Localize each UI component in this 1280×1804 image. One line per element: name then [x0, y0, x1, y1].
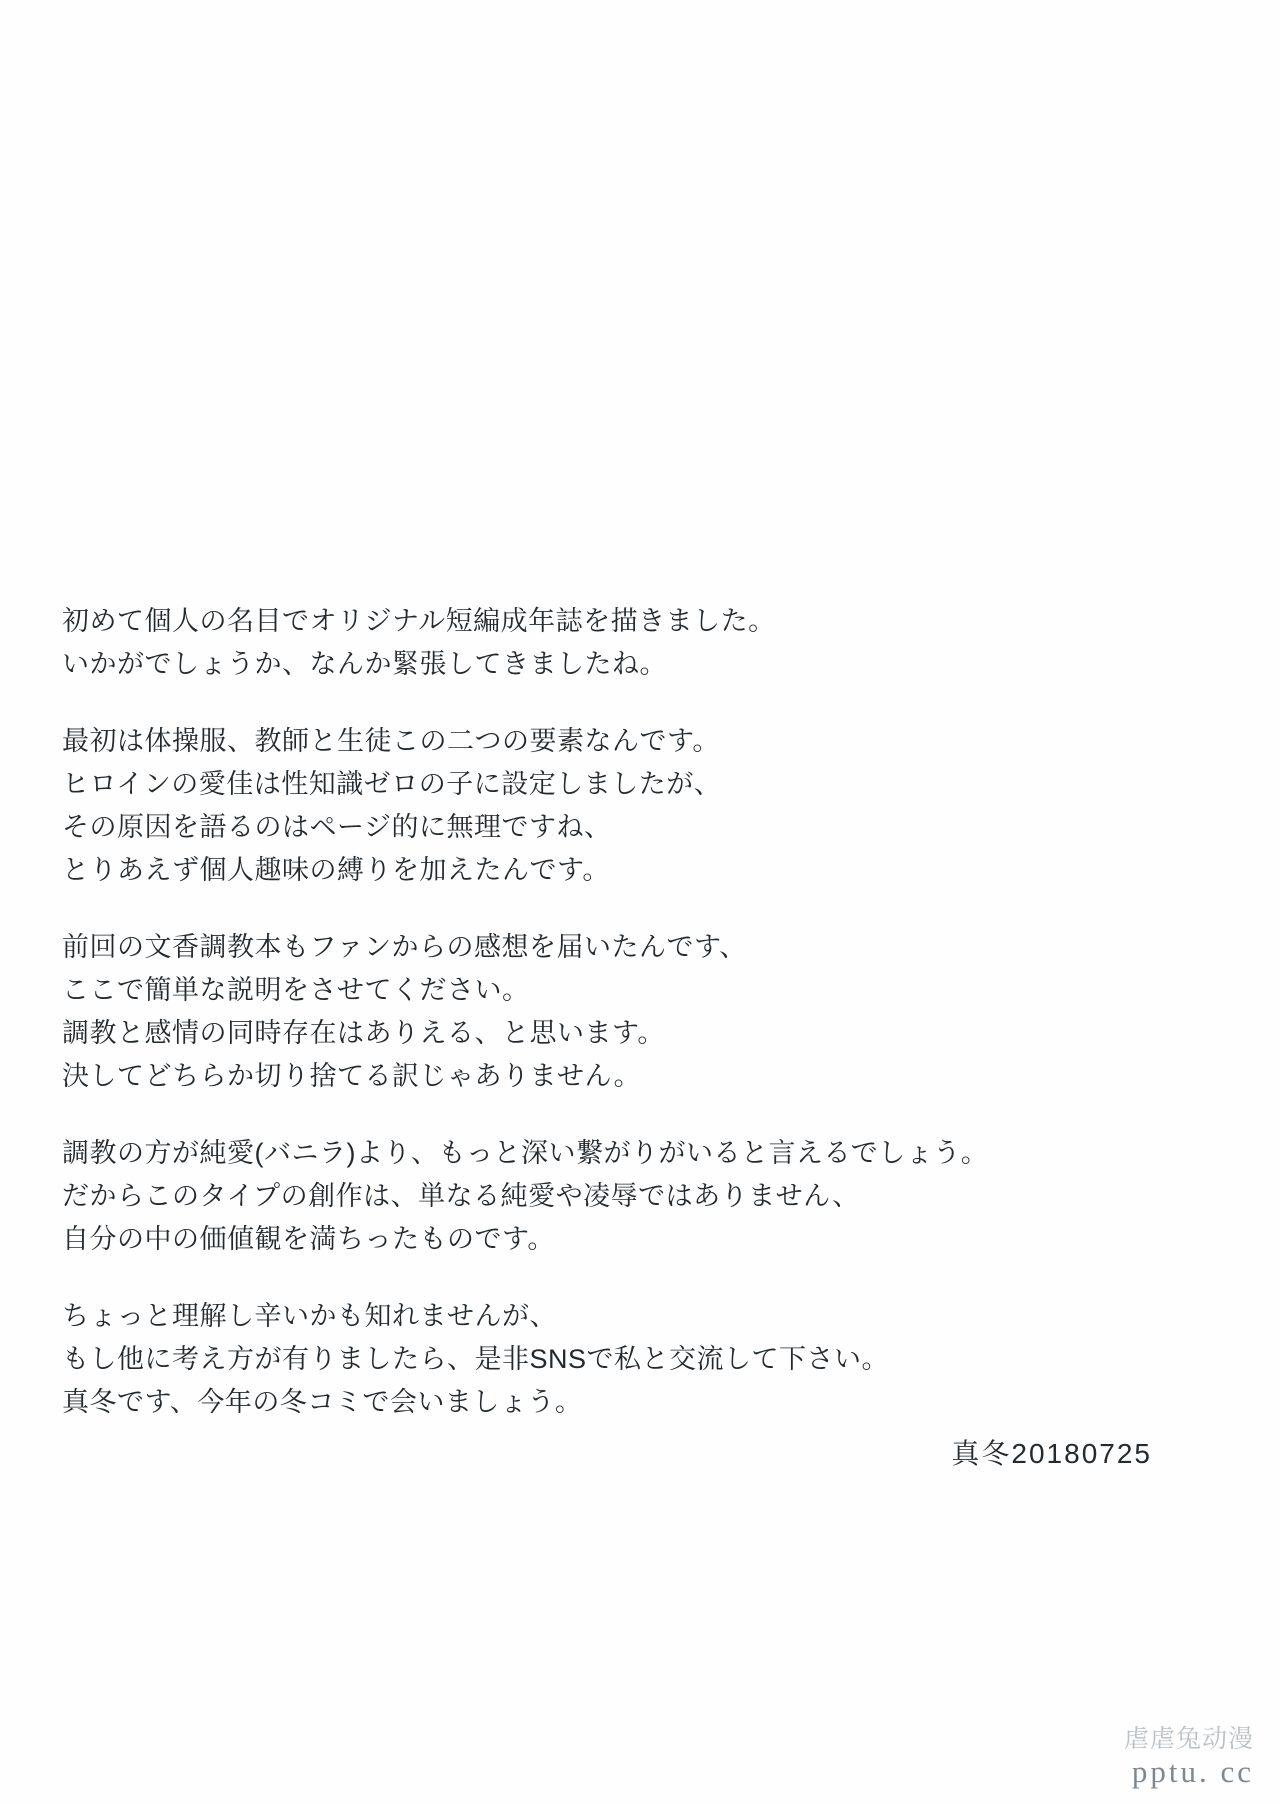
afterword-line: 真冬です、今年の冬コミで会いましょう。: [62, 1387, 583, 1417]
afterword-paragraph: [62, 1295, 1062, 1424]
afterword-line: ヒロインの愛佳は性知識ゼロの子に設定しましたが、: [62, 769, 722, 799]
afterword-line: だからこのタイプの創作は、単なる純愛や凌辱ではありません、: [62, 1181, 860, 1211]
afterword-line: 調教の方が純愛(バニラ)より、もっと深い繋がりがいると言えるでしょう。: [62, 1138, 989, 1168]
watermark: [1124, 1724, 1254, 1790]
afterword-text-block: [62, 600, 1062, 1424]
afterword-line: 初めて個人の名目でオリジナル短編成年誌を描きました。: [62, 606, 776, 636]
author-signature: 真冬20180725: [951, 1438, 1152, 1469]
afterword-paragraph: [62, 926, 1062, 1098]
afterword-line: 決してどちらか切り捨てる訳じゃありません。: [62, 1061, 642, 1091]
afterword-line: 調教と感情の同時存在はありえる、と思います。: [62, 1018, 665, 1048]
afterword-paragraph: [62, 720, 1062, 892]
afterword-line: 最初は体操服、教師と生徒この二つの要素なんです。: [62, 726, 720, 756]
afterword-line: その原因を語るのはページ的に無理ですね、: [62, 812, 612, 842]
afterword-line: とりあえず個人趣味の縛りを加えたんです。: [62, 855, 610, 885]
watermark-site-url: pptu. cc: [1131, 1754, 1254, 1789]
afterword-paragraph: [62, 600, 1062, 686]
afterword-line: もし他に考え方が有りましたら、是非SNSで私と交流して下さい。: [62, 1344, 890, 1374]
afterword-line: ちょっと理解し辛いかも知れませんが、: [62, 1301, 557, 1331]
afterword-paragraph: [62, 1132, 1062, 1261]
afterword-line: ここで簡単な説明をさせてください。: [62, 975, 530, 1005]
afterword-line: 前回の文香調教本もファンからの感想を届いたんです、: [62, 932, 747, 962]
watermark-site-name: 虐虐兔动漫: [1123, 1724, 1254, 1753]
afterword-line: 自分の中の価値観を満ちったものです。: [62, 1224, 555, 1254]
afterword-line: いかがでしょうか、なんか緊張してきましたね。: [62, 649, 667, 679]
